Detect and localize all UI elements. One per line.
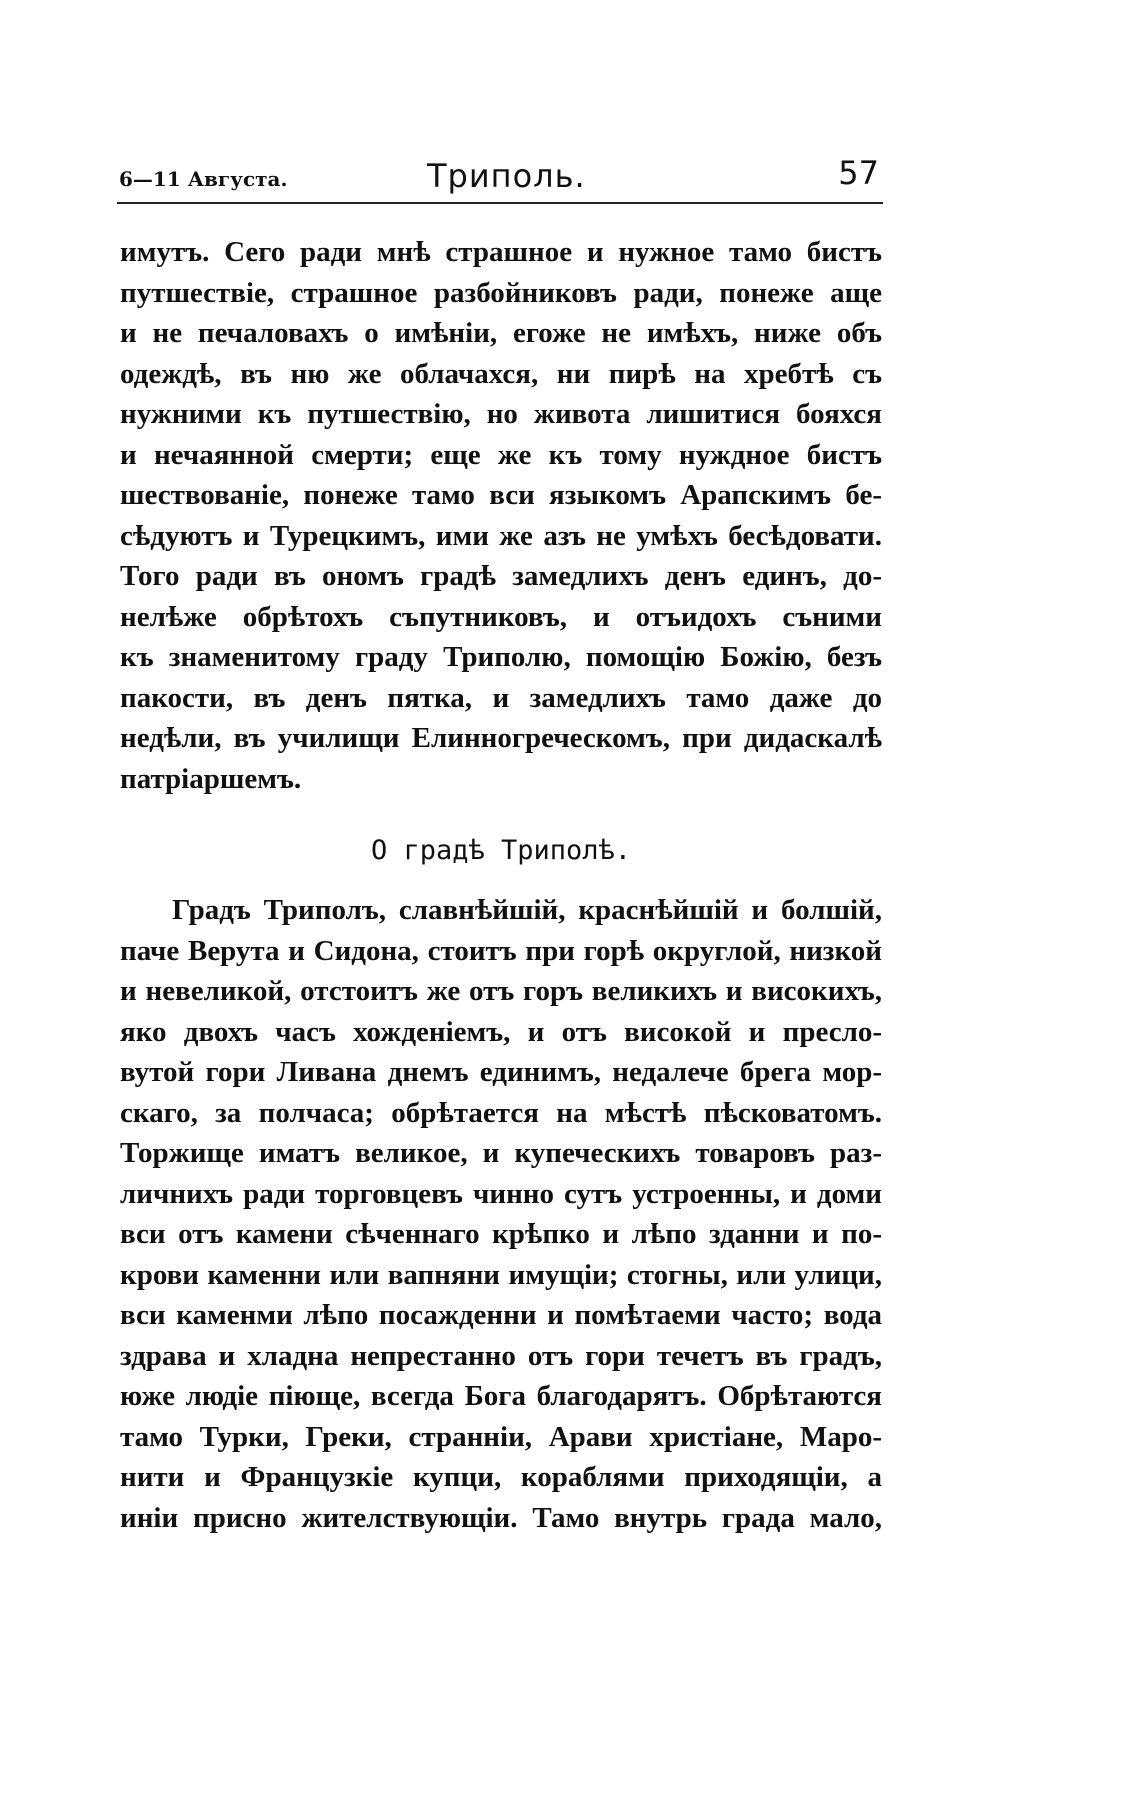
text-line: Градъ Триполъ, славнѣйшій, краснѣйшій и болшій, <box>172 894 882 926</box>
text-line: вутой гори Ливана днемъ единимъ, недалече брега мор- <box>120 1056 882 1088</box>
running-head <box>117 150 883 204</box>
text-line: одеждѣ, въ ню же облачахся, ни пирѣ на хребтѣ съ <box>120 357 882 390</box>
text-line: Торжище иматъ великое, и купеческихъ товаровъ раз- <box>120 1137 882 1169</box>
text-line: Того ради въ ономъ градѣ замедлихъ денъ единъ, до- <box>120 560 882 592</box>
text-line: яко двохъ часъ хожденіемъ, и отъ високой и пресло- <box>120 1015 882 1048</box>
text-line: пакости, въ денъ пятка, и замедлихъ тамо даже до <box>120 681 882 714</box>
text-line: личнихъ ради торговцевъ чинно сутъ устроенны, и доми <box>120 1177 882 1210</box>
text-line: тамо Турки, Греки, странніи, Арави христіане, Маро- <box>120 1420 882 1453</box>
text-line: паче Верута и Сидона, стоитъ при горѣ округлой, низкой <box>120 934 882 967</box>
text-line: нужними къ путшествію, но живота лишитися бояхся <box>120 398 882 430</box>
section-heading: О градѣ Триполѣ. <box>370 835 632 866</box>
text-line: нити и Французкіе купци, кораблями приходящіи, а <box>120 1461 882 1493</box>
text-line: и нечаянной смерти; еще же къ тому нуждное бистъ <box>120 438 882 471</box>
text-line: недѣли, въ училищи Елинногреческомъ, при дидаскалѣ <box>120 722 882 754</box>
text-line: сѣдуютъ и Турецкимъ, ими же азъ не умѣхъ бесѣдовати. <box>120 519 882 552</box>
text-line: и не печаловахъ о имѣніи, егоже не имѣхъ, ниже объ <box>120 317 882 349</box>
text-line: вси каменми лѣпо посажденни и помѣтаеми часто; вода <box>120 1299 882 1331</box>
text-line: здрава и хладна непрестанно отъ гори течетъ въ градъ, <box>120 1339 882 1372</box>
text-line: нелѣже обрѣтохъ съпутниковъ, и отъидохъ съними <box>120 600 882 633</box>
text-line: скаго, за полчаса; обрѣтается на мѣстѣ пѣсковатомъ. <box>120 1096 882 1129</box>
text-line: иніи присно жителствующіи. Тамо внутрь града мало, <box>120 1501 882 1534</box>
page-number: 57 <box>838 154 879 192</box>
paragraph-tripoli <box>120 890 882 1538</box>
chapter-title: Триполь. <box>427 157 586 195</box>
text-line: юже людіе піюще, всегда Бога благодарятъ. Обрѣтаются <box>120 1380 882 1412</box>
text-line: крови каменни или вапняни имущіи; стогны, или улици, <box>120 1258 882 1291</box>
text-line: путшествіе, страшное разбойниковъ ради, понеже аще <box>120 276 882 309</box>
text-line: вси отъ камени сѣченнаго крѣпко и лѣпо зданни и по- <box>120 1218 882 1250</box>
text-line: къ знаменитому граду Триполю, помощію Божію, безъ <box>120 641 882 673</box>
text-line: и невеликой, отстоитъ же отъ горъ великихъ и високихъ, <box>120 975 882 1007</box>
date-range: 6—11 Августа. <box>119 167 288 191</box>
paragraph-continuation <box>120 232 882 799</box>
text-line: патріаршемъ. <box>120 762 302 795</box>
text-line: имутъ. Сего ради мнѣ страшное и нужное тамо бистъ <box>120 236 882 268</box>
text-line: шествованіе, понеже тамо вси языкомъ Арапскимъ бе- <box>120 479 882 511</box>
